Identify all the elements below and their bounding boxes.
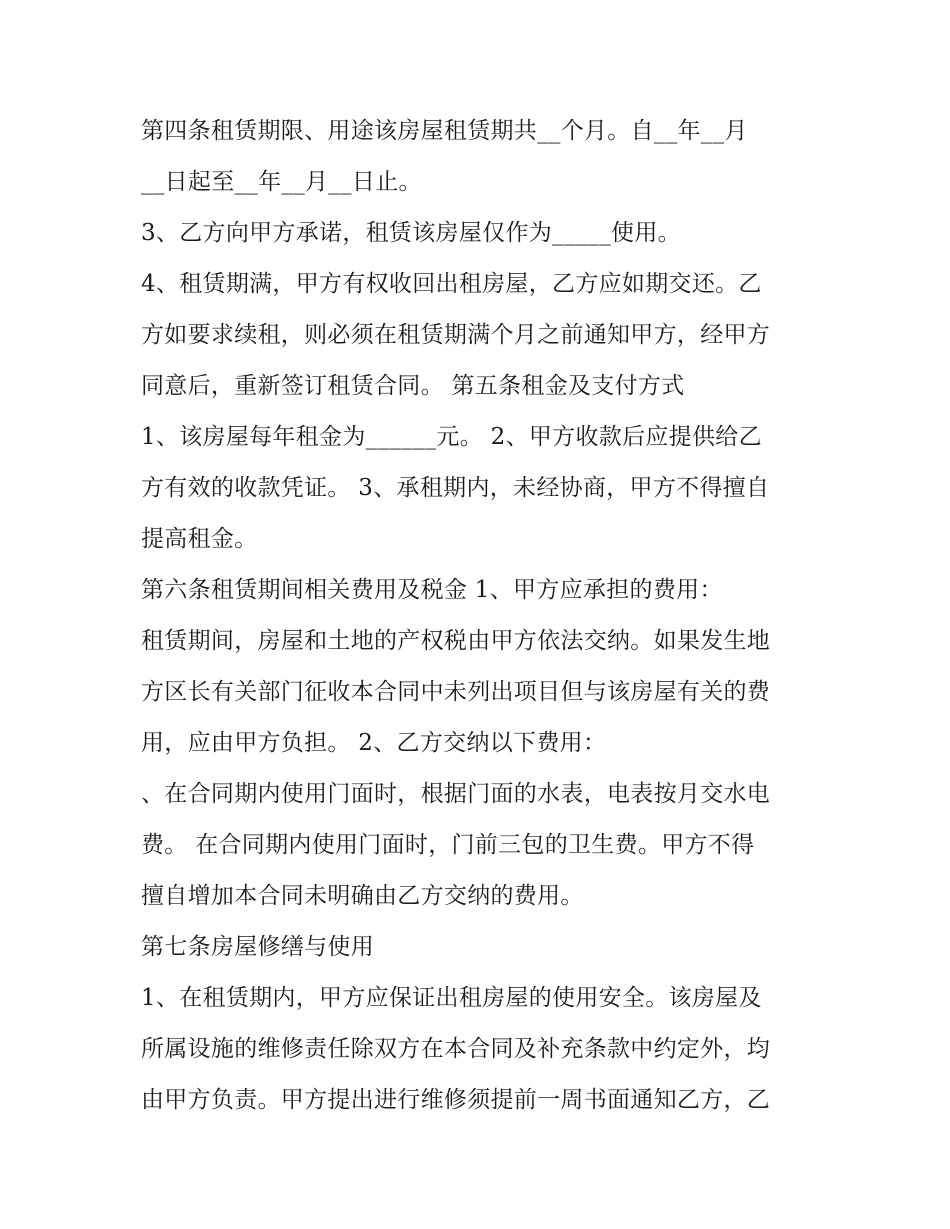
text-line: 所属设施的维修责任除双方在本合同及补充条款中约定外，均 xyxy=(141,1036,771,1062)
text-line: 1、在租赁期内，甲方应保证出租房屋的使用安全。该房屋及 xyxy=(141,985,762,1011)
text-line: 方如要求续租，则必须在租赁期满个月之前通知甲方，经甲方 xyxy=(141,322,771,348)
text-line: 用，应由甲方负担。 2、乙方交纳以下费用： xyxy=(141,730,607,756)
text-line: __日起至__年__月__日止。 xyxy=(141,169,422,195)
text-line: 1、该房屋每年租金为______元。 2、甲方收款后应提供给乙 xyxy=(141,424,762,450)
text-line: 租赁期间，房屋和土地的产权税由甲方依法交纳。如果发生地 xyxy=(141,628,771,654)
text-line: 方有效的收款凭证。 3、承租期内，未经协商，甲方不得擅自 xyxy=(141,475,770,501)
text-line: 第四条租赁期限、用途该房屋租赁期共__个月。自__年__月 xyxy=(141,118,748,144)
text-line: 费。 在合同期内使用门面时，门前三包的卫生费。甲方不得 xyxy=(141,832,755,858)
text-line: 第六条租赁期间相关费用及税金 1、甲方应承担的费用： xyxy=(141,577,723,603)
text-line: 提高租金。 xyxy=(141,526,258,552)
text-line: 4、租赁期满，甲方有权收回出租房屋，乙方应如期交还。乙 xyxy=(141,271,762,297)
text-line: 方区长有关部门征收本合同中未列出项目但与该房屋有关的费 xyxy=(141,679,771,705)
text-line: 、在合同期内使用门面时，根据门面的水表，电表按月交水电 xyxy=(141,781,771,807)
text-line: 由甲方负责。甲方提出进行维修须提前一周书面通知乙方，乙 xyxy=(141,1087,771,1113)
text-line: 擅自增加本合同未明确由乙方交纳的费用。 xyxy=(141,883,584,909)
text-line: 3、乙方向甲方承诺，租赁该房屋仅作为_____使用。 xyxy=(141,220,681,246)
document-body xyxy=(141,106,821,1126)
text-line: 第七条房屋修缮与使用 xyxy=(141,934,374,960)
text-line: 同意后，重新签订租赁合同。 第五条租金及支付方式 xyxy=(141,373,685,399)
